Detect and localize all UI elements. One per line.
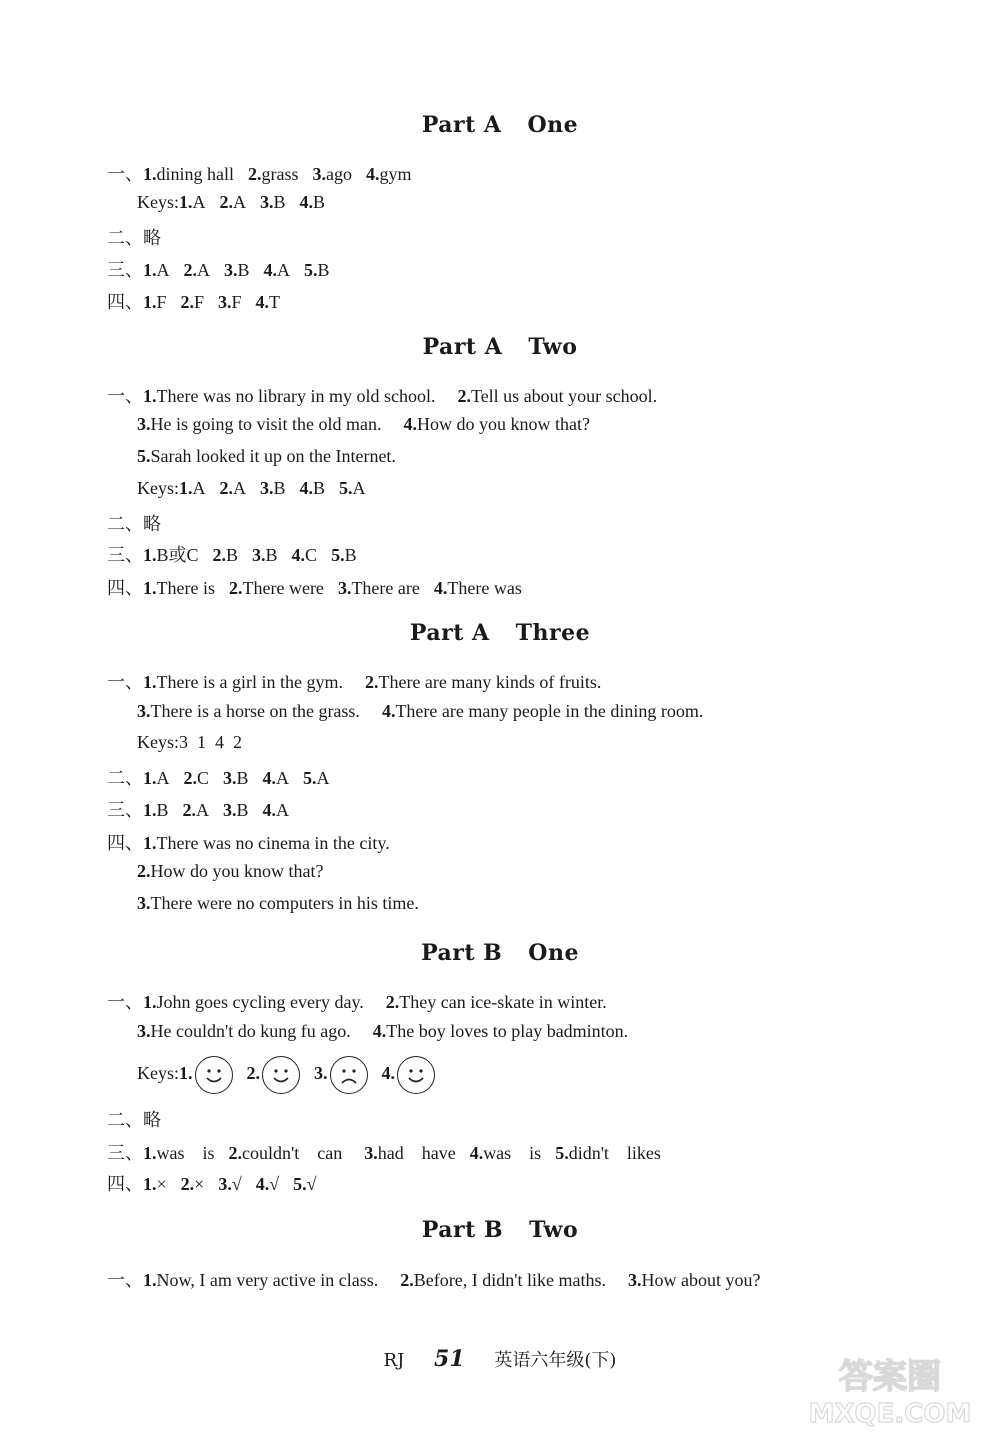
answer-number: 3.: [252, 545, 266, 565]
answer-line: [137, 732, 242, 753]
answer-item: [224, 260, 250, 280]
answer-value: There is a horse on the grass.: [150, 701, 360, 721]
title-part: Part A: [409, 620, 490, 646]
answer-number: 1.: [143, 578, 157, 598]
line-prefix: 二、略: [107, 1110, 161, 1130]
answer-number: 1.: [143, 386, 157, 406]
answer-line: [107, 829, 412, 855]
answer-value: How do you know that?: [417, 414, 590, 434]
answer-line: [107, 574, 536, 600]
answer-number: 2.: [183, 260, 197, 280]
answer-value: √: [231, 1174, 242, 1194]
answer-number: 3.: [364, 1143, 378, 1163]
answer-value: B: [236, 768, 249, 788]
answer-value: B: [156, 800, 169, 820]
answer-number: 4.: [372, 1021, 387, 1041]
answer-item: [143, 1143, 215, 1163]
answer-value: Sarah looked it up on the Internet.: [150, 446, 396, 466]
line-prefix: 四、: [107, 292, 143, 312]
answer-value: There was no cinema in the city.: [156, 833, 390, 853]
answer-number: 2.: [219, 478, 233, 498]
answer-item: [404, 414, 590, 434]
answer-value: How do you know that?: [150, 861, 324, 881]
title-number: Three: [515, 620, 591, 646]
answer-number: 2.: [400, 1270, 414, 1290]
answer-value: B: [236, 800, 249, 820]
answer-item: [218, 1174, 241, 1194]
answer-value: Before, I didn't like maths.: [413, 1270, 606, 1290]
answer-line: [107, 764, 344, 790]
answer-item: [143, 578, 215, 598]
answer-number: 2.: [212, 545, 227, 565]
answer-item: [143, 833, 390, 853]
answer-number: 4.: [255, 1174, 270, 1194]
answer-item: [400, 1270, 606, 1290]
answer-number: 4.: [433, 578, 448, 598]
answer-number: 2.: [137, 861, 151, 881]
answer-item: [365, 672, 601, 692]
answer-item: [470, 1143, 542, 1163]
answer-value: ago: [326, 164, 352, 184]
section-title-part-a-two: [0, 334, 1000, 360]
answer-number: 3.: [137, 1021, 151, 1041]
line-prefix: Keys:: [137, 478, 179, 498]
answer-item: [218, 292, 242, 312]
answer-number: 3.: [312, 164, 326, 184]
answer-number: 1.: [179, 192, 193, 212]
answer-value: √: [269, 1174, 280, 1194]
answer-value: There was no library in my old school.: [156, 386, 436, 406]
answer-number: 5.: [137, 446, 151, 466]
answer-value: B: [313, 478, 326, 498]
sad-face-icon: [330, 1056, 368, 1094]
section-title-part-b-two: [0, 1217, 1000, 1243]
answer-item: [137, 893, 419, 913]
book-title: 英语六年级(下): [494, 1350, 617, 1371]
answer-line: [107, 1106, 161, 1132]
answer-line: [137, 478, 380, 499]
line-prefix: 三、: [107, 1143, 143, 1163]
section-title-part-a-one: [0, 112, 1000, 138]
answer-value: B: [237, 260, 250, 280]
answer-value: There is a girl in the gym.: [156, 672, 343, 692]
answer-item: [143, 1174, 167, 1194]
answer-number: 4.: [469, 1143, 484, 1163]
answer-value: B: [317, 260, 330, 280]
answer-value: A: [276, 800, 290, 820]
answer-item: [143, 545, 199, 565]
answer-number: 1.: [143, 800, 157, 820]
answer-item: [143, 260, 170, 280]
answer-value: ×: [156, 1174, 167, 1194]
answer-number: 5.: [303, 768, 317, 788]
answer-number: 1.: [143, 164, 157, 184]
answer-value: A: [276, 768, 290, 788]
answer-number: 2.: [182, 800, 197, 820]
answer-line: [107, 256, 344, 282]
line-prefix: 二、: [107, 768, 143, 788]
answer-line: [107, 224, 161, 250]
line-prefix: 四、: [107, 833, 143, 853]
answer-number: 2.: [219, 192, 233, 212]
answer-line: [137, 893, 441, 914]
answer-value: They can ice-skate in winter.: [399, 992, 607, 1012]
answer-number: 2.: [183, 768, 197, 788]
answer-line: [107, 1139, 683, 1165]
answer-number: 1.: [143, 992, 157, 1012]
answer-line: [107, 541, 371, 567]
answer-number: 1.: [143, 1270, 157, 1290]
answer-number: 3.: [137, 414, 151, 434]
answer-number: 3.: [218, 1174, 232, 1194]
smiley-face-icon: [195, 1056, 233, 1094]
line-prefix: 三、: [107, 260, 143, 280]
answer-number: 3.: [314, 1063, 328, 1084]
answer-value: A: [156, 768, 170, 788]
answer-item: [366, 164, 412, 184]
answer-number: 4.: [291, 545, 306, 565]
answer-line: [137, 414, 612, 435]
title-part: Part A: [421, 112, 502, 138]
answer-value: was is: [483, 1143, 542, 1163]
answer-number: 3.: [218, 292, 232, 312]
answer-number: 1.: [143, 545, 157, 565]
answer-item: [184, 260, 211, 280]
answer-value: There was: [447, 578, 522, 598]
page-number: 51: [434, 1346, 465, 1372]
answer-line: [137, 446, 418, 467]
answer-number: 4.: [381, 701, 396, 721]
answer-item: [229, 578, 324, 598]
line-prefix: 四、: [107, 578, 143, 598]
answer-item: [260, 192, 286, 212]
answer-item: [373, 1021, 628, 1041]
answer-item: [223, 768, 249, 788]
answer-value: A: [233, 478, 246, 498]
answer-item: [143, 768, 170, 788]
answer-item: [256, 1174, 279, 1194]
answer-item: [179, 192, 206, 212]
answer-number: 4.: [299, 478, 314, 498]
answer-value: How about you?: [641, 1270, 761, 1290]
answer-number: 4.: [299, 192, 314, 212]
answer-item: [386, 992, 607, 1012]
answer-item: [555, 1143, 661, 1163]
answer-item: [229, 1143, 343, 1163]
title-part: Part B: [421, 940, 503, 966]
answer-item: [339, 478, 366, 498]
answer-item: [248, 164, 299, 184]
answer-number: 3.: [223, 768, 237, 788]
answer-number: 1.: [143, 833, 157, 853]
answer-value: A: [352, 478, 366, 498]
answer-value: A: [316, 768, 330, 788]
answer-item: [304, 260, 330, 280]
answer-value: C: [197, 768, 210, 788]
line-prefix: 一、: [107, 164, 143, 184]
answer-value: B: [313, 192, 326, 212]
answer-item: [264, 260, 291, 280]
line-prefix: 三、: [107, 800, 143, 820]
answer-item: [137, 446, 396, 466]
edition-label: RJ: [383, 1350, 405, 1371]
title-number: One: [527, 112, 579, 138]
answer-line: [137, 701, 725, 722]
answer-value: B: [273, 478, 286, 498]
answer-value: C: [305, 545, 318, 565]
answer-value: A: [192, 192, 206, 212]
answer-value: √: [306, 1174, 317, 1194]
answer-line: [107, 1266, 782, 1292]
answer-item: [338, 578, 420, 598]
answer-item: [220, 192, 247, 212]
answer-item: [181, 1174, 205, 1194]
answer-item: [181, 292, 205, 312]
answer-number: 4.: [381, 1063, 395, 1084]
answer-item: [292, 545, 318, 565]
answer-item: [143, 386, 435, 406]
answer-value: had have: [377, 1143, 456, 1163]
answer-number: 2.: [248, 164, 262, 184]
answer-value: He is going to visit the old man.: [150, 414, 382, 434]
answer-value: There are many people in the dining room.: [395, 701, 704, 721]
line-prefix: 二、略: [107, 514, 161, 534]
answer-value: There is: [156, 578, 215, 598]
answer-value: B: [265, 545, 278, 565]
title-number: Two: [528, 334, 578, 360]
answer-number: 3.: [260, 192, 274, 212]
answer-item: [143, 164, 234, 184]
answer-item: [256, 292, 281, 312]
answer-number: 2.: [228, 1143, 242, 1163]
answer-value: F: [156, 292, 167, 312]
answer-item: [293, 1174, 316, 1194]
answer-item: [137, 701, 360, 721]
title-part: Part B: [421, 1217, 504, 1243]
answer-number: 4.: [255, 292, 270, 312]
answer-item: [260, 478, 286, 498]
answer-line: [107, 382, 679, 408]
answer-number: 1.: [179, 478, 193, 498]
answer-value: A: [156, 260, 170, 280]
title-part: Part A: [422, 334, 503, 360]
answer-item: [313, 164, 353, 184]
answer-item: [220, 478, 247, 498]
answer-item: [137, 1021, 351, 1041]
line-prefix: Keys:: [137, 732, 179, 752]
watermark-top-text: 答案圈: [839, 1357, 941, 1397]
answer-item: [213, 545, 239, 565]
answer-value: gym: [379, 164, 412, 184]
answer-number: 3.: [627, 1270, 642, 1290]
answer-value: B: [273, 192, 286, 212]
line-prefix: 一、: [107, 1270, 143, 1290]
answer-item: [184, 768, 210, 788]
answer-item: [223, 800, 249, 820]
title-number: Two: [529, 1217, 579, 1243]
answer-number: 2.: [457, 386, 471, 406]
line-prefix: Keys:: [137, 192, 179, 212]
answer-number: 3.: [260, 478, 274, 498]
answer-number: 2.: [246, 1063, 260, 1084]
answer-item: [263, 768, 290, 788]
answer-item: [143, 992, 364, 1012]
answer-item: [143, 292, 167, 312]
answer-item: [382, 701, 703, 721]
smiley-face-icon: [262, 1056, 300, 1094]
answer-number: 3.: [223, 800, 237, 820]
answer-number: 2.: [180, 1174, 195, 1194]
answer-line: [137, 1021, 650, 1042]
answer-value: grass: [261, 164, 299, 184]
answer-value: F: [231, 292, 242, 312]
answer-value: ×: [194, 1174, 205, 1194]
section-title-part-a-three: [0, 620, 1000, 646]
answer-number: 1.: [143, 672, 157, 692]
answer-number: 2.: [385, 992, 400, 1012]
line-prefix: 四、: [107, 1174, 143, 1194]
answer-item: [300, 192, 326, 212]
answer-value: couldn't can: [242, 1143, 343, 1163]
answer-line: [107, 796, 303, 822]
answer-item: [300, 478, 326, 498]
watermark-bottom-text: MXQE.COM: [808, 1399, 972, 1429]
answer-value: Tell us about your school.: [470, 386, 658, 406]
answer-value: A: [233, 192, 246, 212]
answer-number: 5.: [331, 545, 345, 565]
line-prefix: 一、: [107, 672, 143, 692]
answer-number: 4.: [366, 164, 380, 184]
answer-number: 2.: [364, 672, 379, 692]
line-text: 3 1 4 2: [179, 732, 242, 752]
answer-number: 1.: [143, 1174, 157, 1194]
answer-number: 1.: [143, 260, 157, 280]
line-prefix: 一、: [107, 386, 143, 406]
answer-number: 3.: [224, 260, 238, 280]
answer-value: F: [194, 292, 205, 312]
answer-value: B: [226, 545, 239, 565]
answer-item: [364, 1143, 455, 1163]
answer-line: [107, 510, 161, 536]
answer-number: 5.: [293, 1174, 307, 1194]
answer-number: 1.: [143, 292, 157, 312]
answer-value: There are many kinds of fruits.: [378, 672, 602, 692]
answer-value: was is: [156, 1143, 215, 1163]
answer-value: There are: [351, 578, 420, 598]
answer-line: [107, 988, 629, 1014]
answer-number: 3.: [137, 701, 151, 721]
line-prefix: Keys:: [137, 1063, 179, 1084]
section-title-part-b-one: [0, 940, 1000, 966]
answer-item: [143, 1270, 378, 1290]
answer-number: 3.: [137, 893, 151, 913]
answer-number: 2.: [228, 578, 243, 598]
answer-value: The boy loves to play badminton.: [386, 1021, 629, 1041]
answer-item: [143, 800, 169, 820]
answer-item: [303, 768, 330, 788]
answer-number: 1.: [179, 1063, 193, 1084]
answer-line: [107, 1170, 330, 1196]
line-prefix: 一、: [107, 992, 143, 1012]
answer-item: [143, 672, 343, 692]
answer-item: [434, 578, 522, 598]
answer-line: [137, 1056, 449, 1094]
answer-line: [107, 160, 426, 186]
answer-value: A: [192, 478, 206, 498]
answer-line: [107, 668, 623, 694]
answer-item: [628, 1270, 760, 1290]
answer-number: 3.: [337, 578, 352, 598]
answer-value: A: [196, 800, 210, 820]
answer-item: [263, 800, 290, 820]
answer-value: A: [197, 260, 210, 280]
answer-value: A: [277, 260, 291, 280]
answer-number: 4.: [262, 800, 277, 820]
line-prefix: 三、: [107, 545, 143, 565]
answer-item: [183, 800, 210, 820]
line-prefix: 二、略: [107, 228, 161, 248]
watermark-logo: [790, 1350, 990, 1430]
answer-item: [457, 386, 657, 406]
answer-value: B或C: [156, 545, 199, 565]
answer-number: 4.: [262, 768, 277, 788]
answer-value: He couldn't do kung fu ago.: [150, 1021, 351, 1041]
answer-value: didn't likes: [568, 1143, 661, 1163]
answer-number: 5.: [339, 478, 353, 498]
answer-number: 5.: [555, 1143, 569, 1163]
answer-value: There were no computers in his time.: [150, 893, 419, 913]
answer-number: 5.: [304, 260, 318, 280]
answer-item: [137, 414, 382, 434]
answer-number: 1.: [143, 1143, 157, 1163]
answer-value: John goes cycling every day.: [156, 992, 364, 1012]
title-number: One: [528, 940, 579, 966]
answer-number: 2.: [180, 292, 195, 312]
answer-number: 4.: [403, 414, 417, 434]
smiley-face-icon: [397, 1056, 435, 1094]
answer-number: 1.: [143, 768, 157, 788]
answer-item: [137, 861, 323, 881]
answer-value: B: [344, 545, 357, 565]
answer-value: T: [269, 292, 281, 312]
answer-number: 4.: [263, 260, 278, 280]
answer-item: [331, 545, 357, 565]
answer-value: Now, I am very active in class.: [156, 1270, 379, 1290]
answer-item: [179, 478, 206, 498]
answer-line: [137, 192, 339, 213]
answer-value: dining hall: [156, 164, 234, 184]
answer-value: There were: [242, 578, 324, 598]
answer-item: [252, 545, 278, 565]
answer-line: [137, 861, 345, 882]
answer-line: [107, 288, 294, 314]
